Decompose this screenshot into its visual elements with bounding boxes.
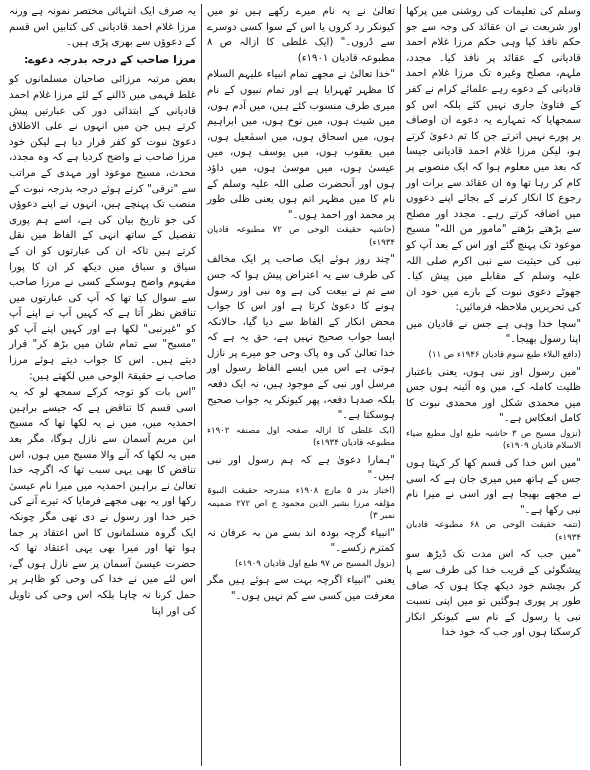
ref-block: (ایک غلطی کا ازالہ صفحہ اول مصنفہ ۱۹۰۲ء مطبوعہ قادیان ۱۹۳۴ء) bbox=[207, 425, 395, 449]
ref-block: (اخبار بدر ۵ مارچ ۱۹۰۸ء مندرجہ حقیقت النبوۃ مؤلفہ مرزا بشیر الدین محمود ج اص ۲۷۲ ضمیمہ نمبر ۳) bbox=[207, 486, 395, 522]
quote-block: "انبیاء گرچہ بودہ اند بسے من بہ عرفان نہ کمترم زکسے۔" bbox=[207, 527, 395, 555]
para-block: بعض مرتبہ مرزائی صاحبان مسلمانوں کو غلط فہمی میں ڈالنے کے لئے مرزا غلام احمد قادیانی کے ابتدائی دور کی عبارتیں پیش کرتے ہیں جن میں انہوں نے علی الاطلاق دعوئ نبوت کو کفر قرار دیا ہے لیکن خود مرزا صاحب نے واضح کردیا ہے کہ وہ مجدد، محدث، مسیح موعود اور مہدی کے مراتب سے "ترقی" کرتے ہوئے درجہ بدرجہ نبوت کے منصب تک پہنچے ہیں، انہوں نے اپنے دعوؤں کی جو تاریخ بیان کی ہے، اسے ہم پوری تفصیل کے ساتھ انہی کے الفاظ میں نقل کرتے ہیں تاکہ ان کی عبارتوں کو ان کے سیاق و سباق میں دیکھ کر ان کا پورا مفہوم واضح ہوسکے کسی نے مرزا صاحب سے سوال کیا تھا کہ آپ کی عبارتوں میں تناقض نظر آتا ہے کہ کہیں آپ نے اپنے آپ کو "غیرنبی" لکھا ہے اور کہیں اپنے آپ کو "مسیح" سے تمام شان میں بڑھ کر" قرار دیتے ہیں۔ اس کا جواب دیتے ہوئے مرزا صاحب نے حقیقۃ الوحی میں لکھتے ہیں: bbox=[9, 74, 196, 382]
quote-block: "ہمارا دعویٰ ہے کہ ہم رسول اور نبی ہیں۔" bbox=[207, 454, 395, 482]
quote-block: "خدا تعالیٰ نے مجھے تمام انبیاء علیہم السلام کا مظہر ٹھہرایا ہے اور تمام نبیوں کے نام میری طرف منسوب کئے ہیں، میں آدم ہوں، میں شیث ہوں، میں نوح ہوں، میں ابراہیم ہوں، میں اسحاق ہوں، میں اسمٰعیل ہوں، میں یعقوب ہوں، میں یوسف ہوں، میں عیسیٰ ہوں، میں موسیٰ ہوں، میں داؤد ہوں اور آنحضرت صلی اللہ علیہ وسلم کے نام کا میں مظہر اتم ہوں یعنی ظلی طور پر محمد اور احمد ہوں۔" bbox=[207, 69, 395, 221]
column-right bbox=[401, 4, 586, 766]
quote-block: "اس بات کو توجہ کرکے سمجھ لو کہ یہ اسی قسم کا تناقض ہے کہ جیسے براہین احمدیہ میں، میں نے یہ لکھا تھا کہ مسیح ابن مریم آسمان سے نازل ہوگا، مگر بعد میں یہ لکھا کہ آنے والا مسیح میں ہوں، اس تناقض کا بھی یہی سبب تھا کہ اگرچہ خدا تعالیٰ نے براہین احمدیہ میں میرا نام عیسیٰ رکھا اور یہ بھی مجھے فرمایا کہ تیرے آنے کی خبر خدا اور رسول نے دی تھی مگر چونکہ ایک گروہ مسلمانوں کا اس اعتقاد پر جما ہوا تھا اور میرا بھی یہی اعتقاد تھا کہ حضرت عیسیٰ آسمان پر سے نازل ہوں گے، اس لئے میں نے خدا کی وحی کو ظاہر پر حمل کرنا نہ چاہا بلکہ اس وحی کی تاویل کی اور اپنا bbox=[9, 387, 196, 617]
ref-block: (نزول مسیح ص ۳ حاشیہ طبع اول مطبع ضیاء الاسلام قادیان ۱۹۰۹ء) bbox=[406, 428, 581, 452]
quote-block: "میں رسول اور نبی ہوں، یعنی باعتبار ظلیت کاملہ کے، میں وہ آئینہ ہوں جس میں محمدی شکل اور محمدی نبوت کا کامل انعکاس ہے۔" bbox=[406, 366, 581, 425]
para-block: یہ صرف ایک انتہائی مختصر نمونہ ہے ورنہ مرزا غلام احمد قادیانی کی کتابیں اس قسم کے دعوؤں سے بھری پڑی ہیں۔ bbox=[9, 6, 196, 49]
column-middle bbox=[201, 4, 401, 766]
para-block: تعالیٰ نے یہ نام میرے رکھے ہیں تو میں کیونکر رد کروں یا اس کے سوا کسی دوسرے سے ڈروں۔" (ایک غلطی کا ازالہ ص ۸ مطبوعہ قادیان ۱۹۰۱ء) bbox=[207, 6, 395, 64]
ref-block: (دافع البلاء طبع سوم قادیان ۱۹۴۶ء ص ۱۱) bbox=[428, 350, 581, 361]
ref-block: (تتمہ حقیقت الوحی ص ۶۸ مطبوعہ قادیان ۱۹۳۴ء) bbox=[406, 520, 581, 543]
column-left bbox=[4, 4, 201, 766]
quote-block: یعنی "انبیاء اگرچہ بہت سے ہوئے ہیں مگر معرفت میں کسی سے کم نہیں ہوں۔" bbox=[207, 575, 395, 602]
para-block: وسلم کی تعلیمات کی روشنی میں پرکھا اور شریعت نے ان عقائد کی وجہ سے جو حکم نافذ کیا وہی حکم مرزا غلام احمد قادیانی کے عقائد پر نافذ کیا۔ مجدد، ملہم، مصلح وغیرہ تک مرزا غلام احمد قادیانی کے دعوے رہے علمائے کرام نے کفر کے فتاویٰ جاری نہیں کئے بلکہ اس کو سمجھایا کہ تمہارے یہ دعوے ان اوصاف پر پورے نہیں اترتے جن کا تم دعویٰ کرتے ہو، لیکن مرزا غلام احمد قادیانی جیسا کہ بعد میں معلوم ہوا کہ ایک منصوبے پر کام کر رہا تھا وہ ان عقائد سے برات اور رجوع کا انکار کرنے کے بجائے اپنے دعووں میں اضافہ کرتے رہے۔ مجدد اور مصلح سے بڑھتے بڑھتے "مامور من اللہ" مسیح موعود تک پہنچ گئے اور اس کے بعد آپ کو نبی کی حیثیت سے نبی اکرم صلی اللہ علیہ وسلم کے مقابلے میں پیش کیا۔ جھوٹے دعوی نبوت کے بارے میں خود ان کی تحریریں ملاحظہ فرمائیں: bbox=[406, 6, 581, 314]
ref-block: (نزول المسیح ص ۹۷ طبع اول قادیان ۱۹۰۹ء) bbox=[235, 558, 395, 569]
quote-block: "میں جب کہ اس مدت تک ڈیڑھ سو پیشگوئی کے قریب خدا کی طرف سے پا کر بچشم خود دیکھ چکا ہوں کہ صاف طور پر پوری ہوگئیں تو میں اپنی نسبت نبی یا رسول کے نام سے کیونکر انکار کرسکتا ہوں اور جب کہ خود خدا bbox=[406, 549, 581, 639]
ref-block: (حاشیہ حقیقت الوحی ص ۷۲ مطبوعہ قادیان ۱۹۳۴ء) bbox=[207, 225, 396, 248]
quote-block: "چند روز ہوئے ایک صاحب پر ایک مخالف کی طرف سے یہ اعتراض پیش ہوا کہ جس سے تم نے بیعت کی ہے وہ نبی اور رسول ہونے کا دعویٰ کرتا ہے اور اس کا جواب محض انکار کے الفاظ سے دیا گیا، حالانکہ ایسا جواب صحیح نہیں ہے، حق یہ ہے کہ خدا تعالیٰ کی وہ پاک وحی جو میرے پر نازل ہوتی ہے اس میں ایسے الفاظ رسول اور مرسل اور نبی کے موجود ہیں، نہ ایک دفعہ بلکہ صدہا دفعہ، پھر کیونکر یہ جواب صحیح ہوسکتا ہے۔" bbox=[207, 254, 395, 422]
heading-block: مرزا صاحب کے درجہ بدرجہ دعوے: bbox=[24, 53, 196, 66]
quote-block: "سچا خدا وہی ہے جس نے قادیان میں اپنا رسول بھیجا۔" bbox=[406, 318, 581, 346]
quote-block: "میں اس خدا کی قسم کھا کر کہتا ہوں جس کے ہاتھ میں میری جان ہے کہ اسی نے مجھے بھیجا ہے اور اسی نے میرا نام نبی رکھا ہے۔" bbox=[406, 457, 581, 516]
